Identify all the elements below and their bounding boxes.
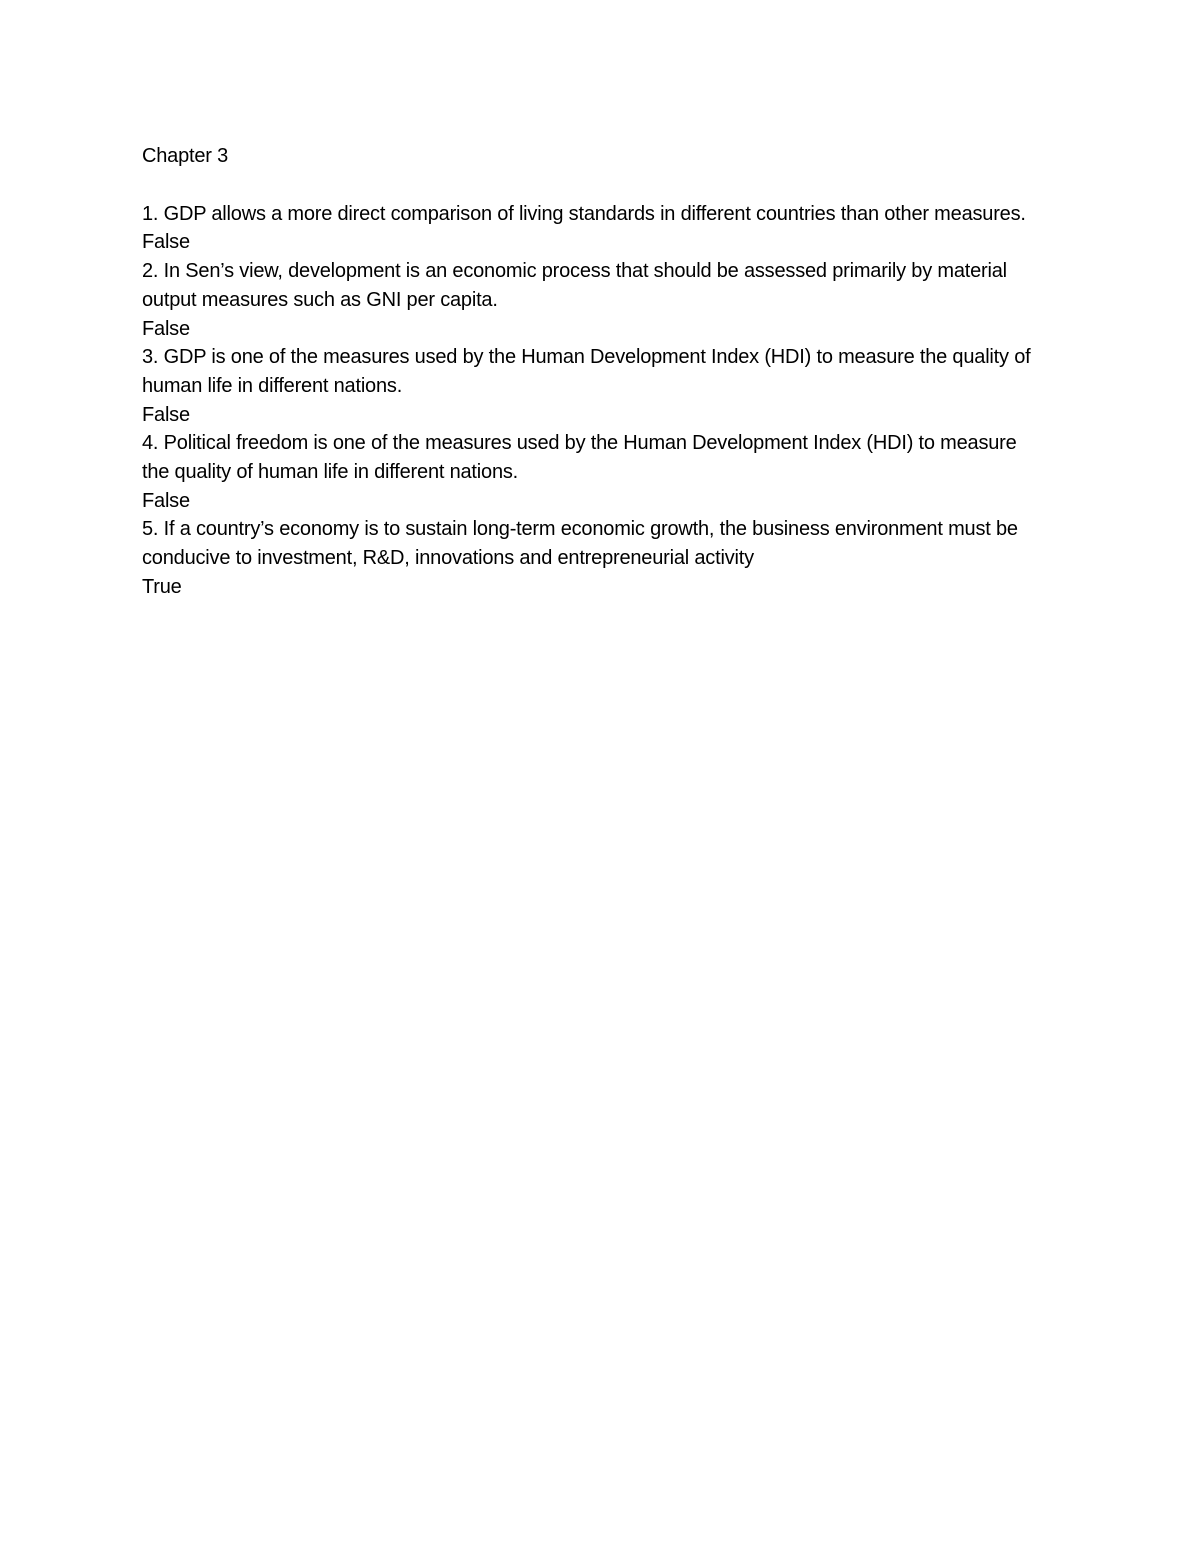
question-item [142,429,1042,515]
answer-text: False [142,231,190,254]
question-item [142,257,1042,343]
question-text: 5. If a country’s economy is to sustain long-term economic growth, the business environment must be conducive to investment, R&D, innovations and entrepreneurial activity [142,518,1018,570]
question-text: 1. GDP allows a more direct comparison of living standards in different countries than other measures. [142,202,1026,225]
question-text: 4. Political freedom is one of the measures used by the Human Development Index (HDI) to measure the quality of human life in different nations. [142,432,1017,484]
chapter-heading: Chapter 3 [142,145,229,167]
question-item [142,515,1042,601]
document-content [142,142,1042,602]
answer-text: True [142,575,182,598]
question-text: 3. GDP is one of the measures used by the Human Development Index (HDI) to measure the quality of human life in different nations. [142,346,1031,397]
answer-text: False [142,489,190,512]
question-text: 2. In Sen’s view, development is an economic process that should be assessed primarily by material output measures such as GNI per capita. [142,260,1007,311]
answer-text: False [142,403,190,426]
question-item [142,200,1042,257]
answer-text: False [142,317,190,340]
question-item [142,343,1042,429]
